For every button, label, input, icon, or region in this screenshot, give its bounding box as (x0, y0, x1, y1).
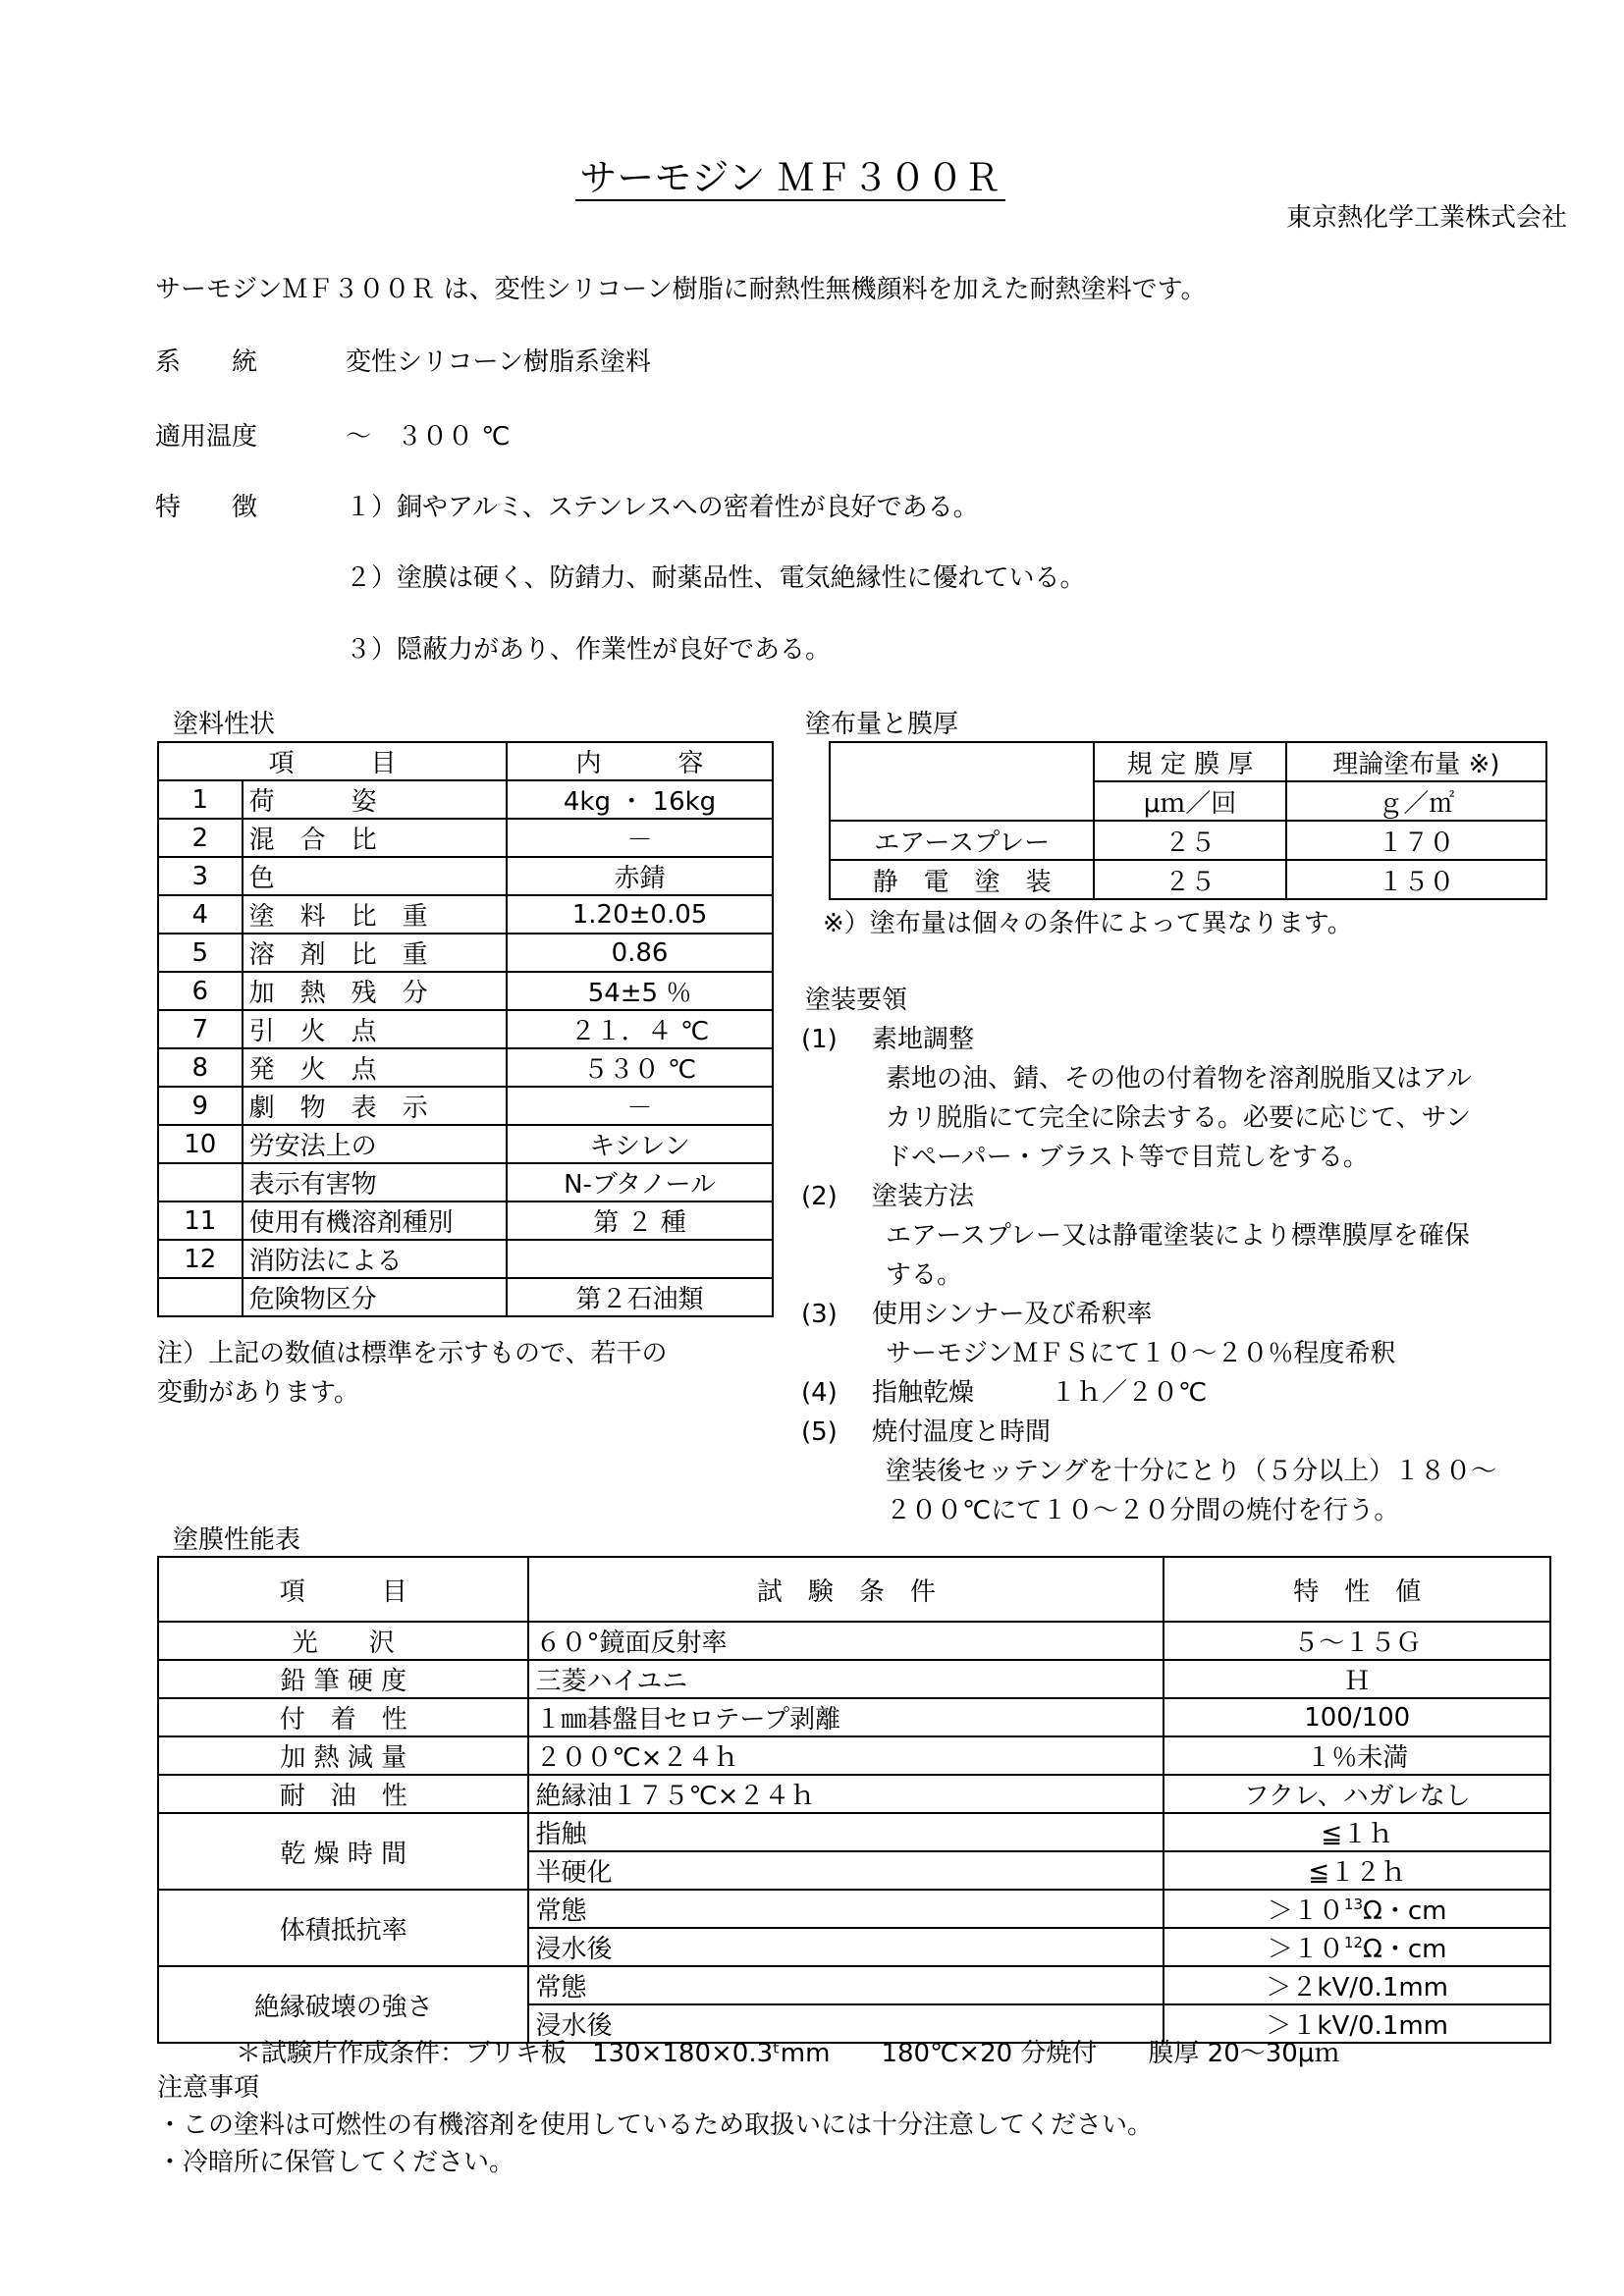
condition-cell: 絶縁油１７５℃×２４ｈ (528, 1775, 1164, 1813)
row-value: 54±5 ％ (507, 972, 773, 1010)
table-row (158, 895, 773, 934)
step-line: ドペーパー・ブラスト等で目荒しをする。 (886, 1143, 1369, 1172)
value-base: ＞１０ (1267, 1896, 1344, 1926)
condition-cell: 指触 (528, 1813, 1164, 1851)
value-cell: フクレ、ハガレなし (1164, 1775, 1550, 1813)
row-item: 表示有害物 (243, 1163, 507, 1201)
step-title: 焼付温度と時間 (872, 1417, 1052, 1447)
value-exponent: 12 (1343, 1934, 1364, 1951)
value-unit: Ω・cm (1363, 1896, 1447, 1926)
condition-cell: 常態 (528, 1966, 1164, 2004)
table-row (830, 821, 1546, 860)
coverage-title: 塗布量と膜厚 (805, 710, 959, 739)
row-value: － (507, 1087, 773, 1125)
step-line: エアースプレー又は静電塗装により標準膜厚を確保 (886, 1221, 1470, 1251)
row-number: 2 (158, 819, 243, 857)
step-line: 素地の油、錆、その他の付着物を溶剤脱脂又はアル (886, 1064, 1472, 1094)
cautions-title: 注意事項 (157, 2073, 260, 2103)
feature-item: ３）隠蔽力があり、作業性が良好である。 (346, 635, 832, 665)
row-item: 引 火 点 (243, 1010, 507, 1048)
amount-cell: １５０ (1286, 860, 1546, 899)
value-cell: ５～１５Ｇ (1164, 1622, 1550, 1660)
coverage-table (829, 741, 1547, 900)
document-title (0, 155, 1581, 200)
header-item: 項 目 (158, 742, 507, 780)
row-value: 1.20±0.05 (507, 895, 773, 934)
item-cell: 絶縁破壊の強さ (158, 1966, 528, 2043)
paint-properties-table (157, 741, 774, 1317)
thickness-cell: ２５ (1094, 860, 1285, 899)
condition-cell: 浸水後 (528, 2004, 1164, 2043)
row-number: 3 (158, 857, 243, 895)
step-number: (3) (801, 1300, 838, 1329)
row-item: 加 熱 残 分 (243, 972, 507, 1010)
value-cell: ≦１２ｈ (1164, 1851, 1550, 1890)
table-row (158, 1966, 1550, 2004)
row-number: 6 (158, 972, 243, 1010)
row-number: 4 (158, 895, 243, 934)
specimen-note: ＊試験片作成条件：ブリキ板 130×180×0.3ᵗmm 180℃×20 分焼付 膜厚 20～30μｍ (236, 2039, 1340, 2068)
value-unit: Ω・cm (1363, 1935, 1447, 1964)
table-row (158, 1240, 773, 1278)
value-cell: Ｈ (1164, 1660, 1550, 1698)
step-title: 指触乾燥 １ｈ／２０℃ (872, 1378, 1208, 1408)
item-cell: 乾 燥 時 間 (158, 1813, 528, 1890)
row-value: 4kg ・ 16kg (507, 780, 773, 819)
row-number (158, 1278, 243, 1316)
header-value: 特 性 値 (1164, 1557, 1550, 1622)
amount-unit: ｇ／㎡ (1286, 781, 1546, 821)
row-number: 5 (158, 934, 243, 972)
row-value: 0.86 (507, 934, 773, 972)
row-value: N-ブタノール (507, 1163, 773, 1201)
value-cell: ＞２kV/0.1mm (1164, 1966, 1550, 2004)
row-item: 労安法上の (243, 1125, 507, 1163)
step-line: サーモジンＭＦＳにて１０～２０％程度希釈 (886, 1339, 1396, 1368)
table-row (158, 1125, 773, 1163)
row-item: 発 火 点 (243, 1048, 507, 1087)
step-line: 塗装後セッテングを十分にとり（５分以上）１８０～ (886, 1457, 1497, 1486)
table-header-row (158, 742, 773, 780)
table-row (158, 1048, 773, 1087)
item-cell: 付 着 性 (158, 1698, 528, 1736)
table-row (158, 1890, 1550, 1928)
row-value: キシレン (507, 1125, 773, 1163)
item-cell: 加 熱 減 量 (158, 1736, 528, 1775)
row-value: － (507, 819, 773, 857)
table-row (158, 1622, 1550, 1660)
row-item: 塗 料 比 重 (243, 895, 507, 934)
row-number: 11 (158, 1201, 243, 1240)
row-item: 劇 物 表 示 (243, 1087, 507, 1125)
row-number: 9 (158, 1087, 243, 1125)
item-cell: 光 沢 (158, 1622, 528, 1660)
table-row (158, 972, 773, 1010)
value-cell: ≦１ｈ (1164, 1813, 1550, 1851)
step-title: 使用シンナー及び希釈率 (872, 1300, 1153, 1329)
blank-cell (830, 742, 1094, 821)
row-item: 荷 姿 (243, 780, 507, 819)
value-cell: ＞１kV/0.1mm (1164, 2004, 1550, 2043)
intro-text: サーモジンＭＦ３００Ｒ は、変性シリコーン樹脂に耐熱性無機顔料を加えた耐熱塗料です。 (155, 275, 1207, 304)
item-cell: 鉛 筆 硬 度 (158, 1660, 528, 1698)
row-number: 10 (158, 1125, 243, 1163)
amount-header: 理論塗布量 ※) (1286, 742, 1546, 781)
row-item: 混 合 比 (243, 819, 507, 857)
caution-item: ・冷暗所に保管してください。 (157, 2148, 515, 2177)
method-cell: 静 電 塗 装 (830, 860, 1094, 899)
paint-note-line: 注）上記の数値は標準を示すもので、若干の (157, 1339, 668, 1368)
value-cell (1164, 1890, 1550, 1928)
step-line: ２００℃にて１０～２０分間の焼付を行う。 (886, 1496, 1400, 1525)
condition-cell: ２００℃×２４ｈ (528, 1736, 1164, 1775)
step-number: (2) (801, 1182, 838, 1211)
row-value: 赤錆 (507, 857, 773, 895)
condition-cell: 三菱ハイユニ (528, 1660, 1164, 1698)
temperature-value: ～ ３００ ℃ (346, 422, 511, 452)
table-row (158, 1736, 1550, 1775)
table-row (830, 742, 1546, 781)
table-row (158, 1010, 773, 1048)
procedure-title: 塗装要領 (805, 986, 908, 1015)
performance-title: 塗膜性能表 (173, 1525, 301, 1555)
coverage-note: ※）塗布量は個々の条件によって異なります。 (823, 909, 1353, 938)
step-number: (4) (801, 1378, 838, 1408)
paint-note-line: 変動があります。 (157, 1378, 359, 1408)
header-condition: 試 験 条 件 (528, 1557, 1164, 1622)
caution-item: ・この塗料は可燃性の有機溶剤を使用しているため取扱いには十分注意してください。 (157, 2110, 1154, 2140)
step-number: (5) (801, 1417, 838, 1447)
table-row (158, 1201, 773, 1240)
value-exponent: 13 (1343, 1896, 1364, 1913)
table-row (158, 1813, 1550, 1851)
features-label: 特 徴 (155, 493, 258, 522)
header-item: 項 目 (158, 1557, 528, 1622)
thickness-header: 規 定 膜 厚 (1094, 742, 1285, 781)
table-row (830, 860, 1546, 899)
row-item: 危険物区分 (243, 1278, 507, 1316)
row-number: 7 (158, 1010, 243, 1048)
value-cell: １％未満 (1164, 1736, 1550, 1775)
header-content: 内 容 (507, 742, 773, 780)
table-row (158, 1660, 1550, 1698)
table-row (158, 934, 773, 972)
document-title-text: サーモジン ＭＦ３００Ｒ (575, 156, 1004, 201)
row-value: ２１．４ ℃ (507, 1010, 773, 1048)
condition-cell: 半硬化 (528, 1851, 1164, 1890)
row-value: ５３０ ℃ (507, 1048, 773, 1087)
condition-cell: 浸水後 (528, 1928, 1164, 1966)
row-item: 色 (243, 857, 507, 895)
row-item: 溶 剤 比 重 (243, 934, 507, 972)
condition-cell: １㎜碁盤目セロテープ剥離 (528, 1698, 1164, 1736)
value-cell: 100/100 (1164, 1698, 1550, 1736)
system-label: 系 統 (155, 347, 258, 377)
row-item: 使用有機溶剤種別 (243, 1201, 507, 1240)
step-title: 素地調整 (872, 1025, 975, 1054)
row-number: 1 (158, 780, 243, 819)
feature-item: １）銅やアルミ、ステンレスへの密着性が良好である。 (346, 493, 979, 522)
step-line: する。 (886, 1260, 963, 1290)
temperature-label: 適用温度 (155, 422, 258, 452)
table-row (158, 857, 773, 895)
table-row (158, 1698, 1550, 1736)
row-value (507, 1240, 773, 1278)
table-row (158, 1087, 773, 1125)
performance-table (157, 1556, 1551, 2044)
item-cell: 体積抵抗率 (158, 1890, 528, 1966)
company-name: 東京熱化学工業株式会社 (1285, 203, 1567, 233)
row-number: 8 (158, 1048, 243, 1087)
row-number: 12 (158, 1240, 243, 1278)
feature-item: ２）塗膜は硬く、防錆力、耐薬品性、電気絶縁性に優れている。 (346, 563, 1086, 593)
step-number: (1) (801, 1025, 838, 1054)
row-value: 第 ２ 種 (507, 1201, 773, 1240)
method-cell: エアースプレー (830, 821, 1094, 860)
item-cell: 耐 油 性 (158, 1775, 528, 1813)
row-value: 第２石油類 (507, 1278, 773, 1316)
table-row (158, 780, 773, 819)
row-item: 消防法による (243, 1240, 507, 1278)
thickness-cell: ２５ (1094, 821, 1285, 860)
row-number (158, 1163, 243, 1201)
condition-cell: ６０°鏡面反射率 (528, 1622, 1164, 1660)
system-value: 変性シリコーン樹脂系塗料 (346, 347, 651, 377)
value-base: ＞１０ (1267, 1935, 1344, 1964)
value-cell (1164, 1928, 1550, 1966)
thickness-unit: μｍ／回 (1094, 781, 1285, 821)
table-row (158, 819, 773, 857)
condition-cell: 常態 (528, 1890, 1164, 1928)
table-row (158, 1163, 773, 1201)
paint-properties-title: 塗料性状 (173, 710, 276, 739)
table-header-row (158, 1557, 1550, 1622)
table-row (158, 1775, 1550, 1813)
table-row (158, 1278, 773, 1316)
step-title: 塗装方法 (872, 1182, 975, 1211)
step-line: カリ脱脂にて完全に除去する。必要に応じて、サン (886, 1103, 1472, 1133)
amount-cell: １７０ (1286, 821, 1546, 860)
